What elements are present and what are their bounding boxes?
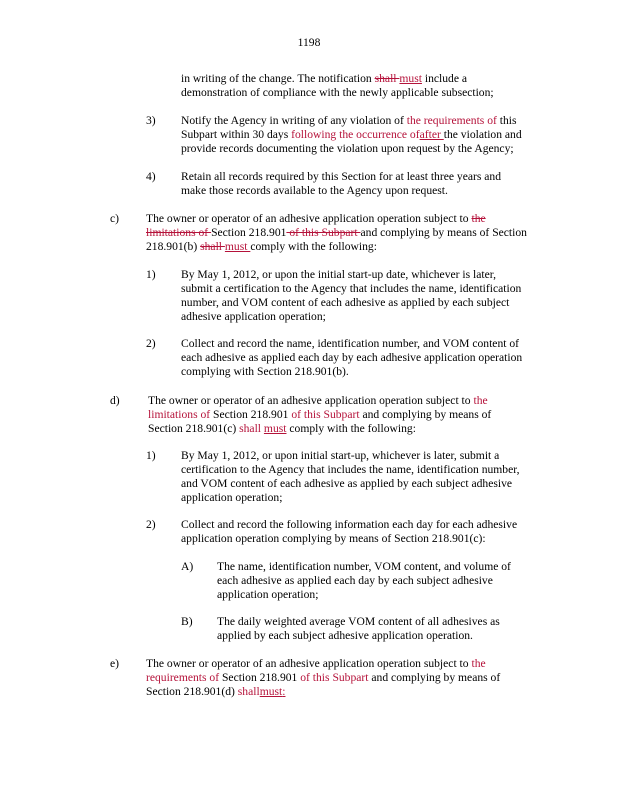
section-label: c) <box>110 212 120 225</box>
inserted-text: the requirements of <box>406 114 497 127</box>
deleted-text: of this Subpart <box>286 226 361 239</box>
inserted-text: shall <box>239 422 264 435</box>
item-label: 1) <box>146 268 156 281</box>
section-e-paragraph: The owner or operator of an adhesive application operation subject to the requirements of Section 218.901 of this Subpart and complying by means of Section 218.901(d) shallmust: <box>146 657 501 698</box>
subitem-label: A) <box>181 560 194 573</box>
deleted-text: shall <box>200 240 225 253</box>
inserted-text: must <box>259 685 283 698</box>
item-label: 3) <box>146 114 156 127</box>
deleted-text: shall <box>374 72 400 85</box>
item-3-paragraph: Notify the Agency in writing of any violation of the requirements of this Subpart within 30 days following the occurrence ofafter the violation and provide records documenting the violation upon request by the Agency; <box>181 114 522 155</box>
inserted-text: must <box>263 422 287 435</box>
item-label: 2) <box>146 337 156 350</box>
section-label: e) <box>110 657 120 670</box>
inserted-text: must <box>399 72 422 85</box>
section-d-paragraph: The owner or operator of an adhesive application operation subject to the limitations of Section 218.901 of this Subpart and complying by means of Section 218.901(c) shall must comply with the following: <box>148 394 492 435</box>
inserted-text: of this Subpart <box>300 671 369 684</box>
item-label: 2) <box>146 518 156 531</box>
continuation-paragraph: in writing of the change. The notification shall must include a demonstration of compliance with the newly applicable subsection; <box>181 72 494 99</box>
inserted-text: limitations of <box>148 408 211 421</box>
section-c-item-2: Collect and record the name, identification number, and VOM content of each adhesive as applied each day by each adhesive application operation complying with Section 218.901(b). <box>181 337 523 378</box>
section-d-subitem-a: The name, identification number, VOM content, and volume of each adhesive as applied each day by each subject adhesive application operation; <box>217 560 511 601</box>
inserted-text: the <box>471 657 486 670</box>
deleted-text: limitations of <box>146 226 212 239</box>
section-d-item-2: Collect and record the following information each day for each adhesive application operation complying by means of Section 218.901(c): <box>181 518 518 545</box>
inserted-text: requirements of <box>146 671 220 684</box>
section-d-subitem-b: The daily weighted average VOM content of all adhesives as applied by each subject adhesive application operation. <box>217 615 500 642</box>
item-label: 1) <box>146 449 156 462</box>
section-d-item-1: By May 1, 2012, or upon initial start-up, whichever is later, submit a certification to the Agency that includes the name, identification number, and VOM content of each adhesive as applied by each subject adhesive application operation; <box>181 449 520 504</box>
item-label: 4) <box>146 170 156 183</box>
inserted-text: following the occurrence of <box>291 128 420 141</box>
inserted-text: the <box>473 394 488 407</box>
inserted-text: of this Subpart <box>291 408 360 421</box>
section-label: d) <box>110 394 120 407</box>
deleted-text: the <box>471 212 486 225</box>
page-number: 1198 <box>297 36 321 49</box>
section-c-paragraph: The owner or operator of an adhesive application operation subject to the limitations of Section 218.901 of this Subpart and complying by means of Section 218.901(b) shall must comply with the following: <box>146 212 527 253</box>
inserted-text: shall <box>237 685 260 698</box>
item-4-paragraph: Retain all records required by this Section for at least three years and make those records available to the Agency upon request. <box>181 170 501 197</box>
subitem-label: B) <box>181 615 193 628</box>
inserted-text: must <box>224 240 251 253</box>
inserted-text: after <box>419 128 444 141</box>
section-c-item-1: By May 1, 2012, or upon the initial start-up date, whichever is later, submit a certification to the Agency that includes the name, identification number, and VOM content of each adhesive as applied by each subject adhesive application operation; <box>181 268 522 323</box>
